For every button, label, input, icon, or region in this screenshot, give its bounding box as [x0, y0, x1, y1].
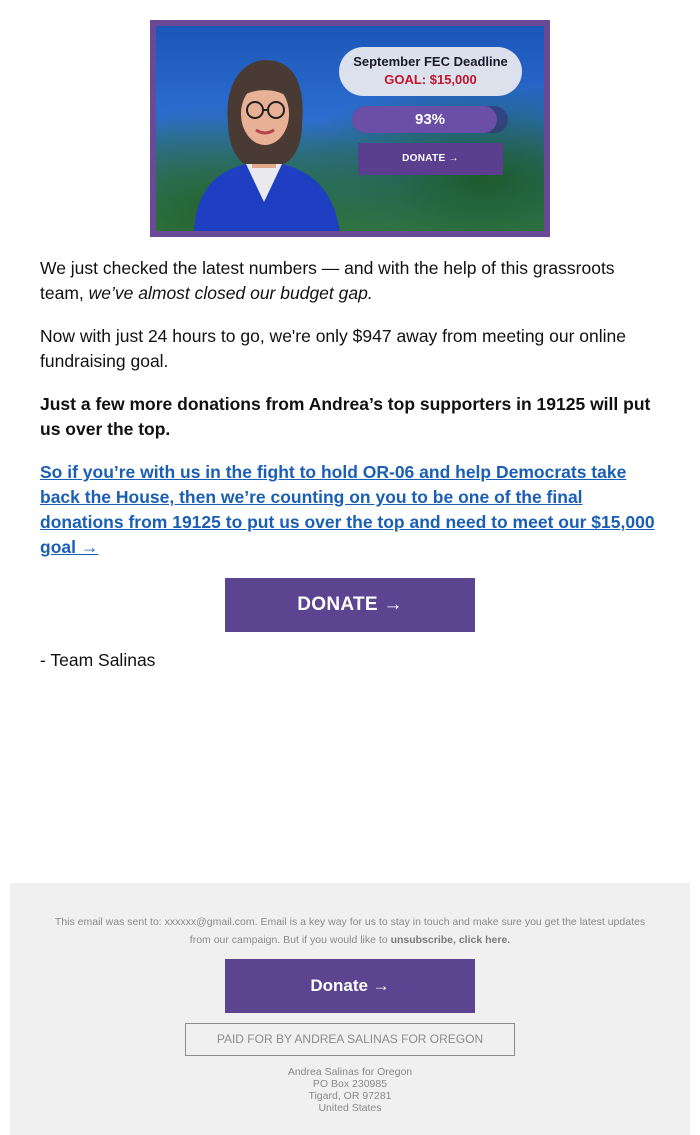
budget-gap-emphasis: we’ve almost closed our budget gap. — [88, 283, 373, 303]
address-line-po-box: PO Box 230985 — [312, 1078, 388, 1090]
hero-image — [156, 26, 544, 231]
footer-note — [50, 913, 650, 949]
address-line-org: Andrea Salinas for Oregon — [287, 1066, 413, 1078]
paragraph-top-supporters: Just a few more donations from Andrea’s top supporters in 19125 will put us over the top. — [40, 394, 651, 439]
deadline-title: September FEC Deadline — [353, 54, 508, 69]
donate-button[interactable]: DONATE → — [225, 578, 475, 632]
candidate-photo — [184, 52, 344, 231]
paragraph-hours-to-go: Now with just 24 hours to go, we're only $947 away from meeting our online fundraising goal. — [40, 326, 627, 371]
footer-note-text: This email was sent to: xxxxxx@gmail.com. Email is a key way for us to stay in touch and make sure you get the latest updates from our campaign. But if you would like to — [54, 916, 646, 946]
paragraph-budget-gap-text: We just checked the latest numbers — and with the help of this grassroots team, — [40, 258, 615, 303]
unsubscribe-link[interactable]: unsubscribe, click here. — [390, 934, 511, 946]
mailing-address — [10, 1066, 690, 1114]
paid-for-disclaimer: PAID FOR BY ANDREA SALINAS FOR OREGON — [185, 1023, 515, 1056]
hero-donate-button[interactable]: DONATE → — [358, 143, 503, 175]
footer-donate-button[interactable]: Donate → — [225, 959, 475, 1013]
email-footer — [10, 883, 690, 1135]
hero-banner[interactable] — [150, 20, 550, 237]
progress-bar — [352, 106, 508, 133]
address-line-city: Tigard, OR 97281 — [308, 1090, 392, 1102]
email-body — [40, 256, 660, 578]
goal-amount: GOAL: $15,000 — [384, 72, 477, 87]
donation-appeal-link[interactable]: So if you’re with us in the fight to hold OR-06 and help Democrats take back the House, then we’re counting on you to be one of the final donations from 19125 to put us over the top and need to meet our $15,000 goal → — [40, 462, 655, 557]
paragraph-budget-gap — [40, 256, 660, 306]
progress-label: 93% — [414, 111, 446, 128]
deadline-badge — [339, 47, 522, 96]
address-line-country: United States — [318, 1102, 382, 1114]
signoff: - Team Salinas — [40, 650, 156, 670]
